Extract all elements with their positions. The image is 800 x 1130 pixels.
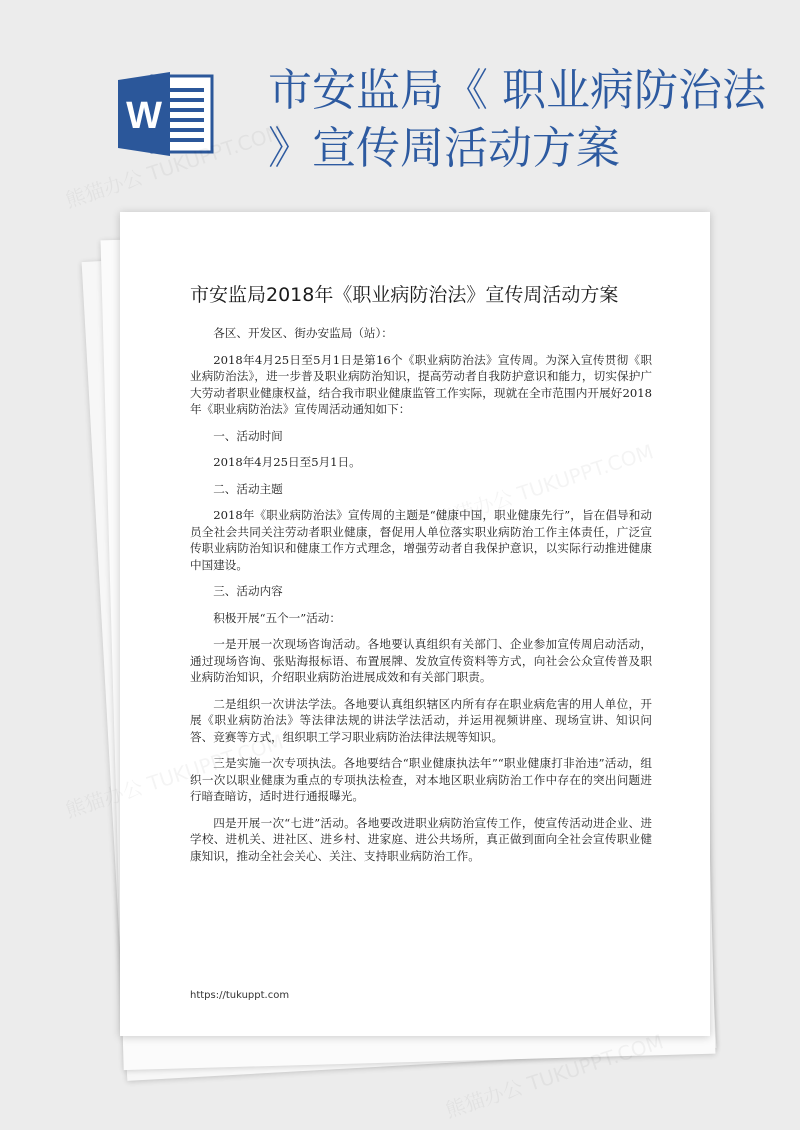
theme-paragraph: 2018年《职业病防治法》宣传周的主题是“健康中国，职业健康先行”，旨在倡导和动员全社会共同关注劳动者职业健康，督促用人单位落实职业病防治工作主体责任，广泛宣传职业病防治知识和健康工作方式理念，增强劳动者自我保护意识，以实际行动推进健康中国建设。: [190, 508, 652, 572]
svg-text:W: W: [126, 95, 162, 137]
activity-three-paragraph: 三是实施一次专项执法。各地要结合“职业健康执法年”“职业健康打非治违”活动，组织一次以职业健康为重点的专项执法检查，对本地区职业病防治工作中存在的突出问题进行暗查暗访，适时进行通报曝光。: [190, 756, 652, 803]
section-heading-theme: 二、活动主题: [213, 481, 283, 496]
document-title: 市安监局2018年《职业病防治法》宣传周活动方案: [190, 284, 619, 306]
five-activities-paragraph: 积极开展“五个一”活动：: [213, 610, 341, 625]
time-paragraph: 2018年4月25日至5月1日。: [213, 455, 361, 469]
salutation: 各区、开发区、街办安监局（站）：: [213, 326, 393, 340]
activity-one-paragraph: 一是开展一次现场咨询活动。各地要认真组织有关部门、企业参加宣传周启动活动，通过现场咨询、张贴海报标语、布置展牌、发放宣传资料等方式，向社会公众宣传普及职业病防治知识，介绍职业病防治进展成效和有关部门职责。: [190, 637, 652, 684]
header: [0, 0, 800, 200]
footer-url: https://tukuppt.com: [190, 990, 290, 1001]
intro-paragraph: 2018年4月25日至5月1日是第16个《职业病防治法》宣传周。为深入宣传贯彻《职业病防治法》，进一步普及职业病防治知识，提高劳动者自我防护意识和能力，切实保护广大劳动者职业健康权益，结合我市职业健康监管工作实际，现就在全市范围内开展好2018年《职业病防治法》宣传周活动通知如下：: [190, 352, 652, 416]
activity-four-paragraph: 四是开展一次“七进”活动。各地要改进职业病防治宣传工作，使宣传活动进企业、进学校、进机关、进社区、进乡村、进家庭、进公共场所，真正做到面向全社会宣传职业健康知识，推动全社会关心、关注、支持职业病防治工作。: [190, 815, 652, 863]
section-heading-time: 一、活动时间: [213, 428, 283, 443]
page-title: 市安监局《 职业病防治法 》宣传周活动方案: [268, 65, 766, 174]
word-document-icon: [118, 70, 216, 158]
document-page: [120, 212, 710, 1036]
document-content: [190, 282, 652, 874]
section-heading-content: 三、活动内容: [213, 584, 283, 598]
activity-two-paragraph: 二是组织一次讲法学法。各地要认真组织辖区内所有存在职业病危害的用人单位，开展《职业病防治法》等法律法规的讲法学法活动，并运用视频讲座、现场宣讲、知识问答、竞赛等方式，组织职工学习职业病防治法律法规等知识。: [190, 696, 652, 744]
